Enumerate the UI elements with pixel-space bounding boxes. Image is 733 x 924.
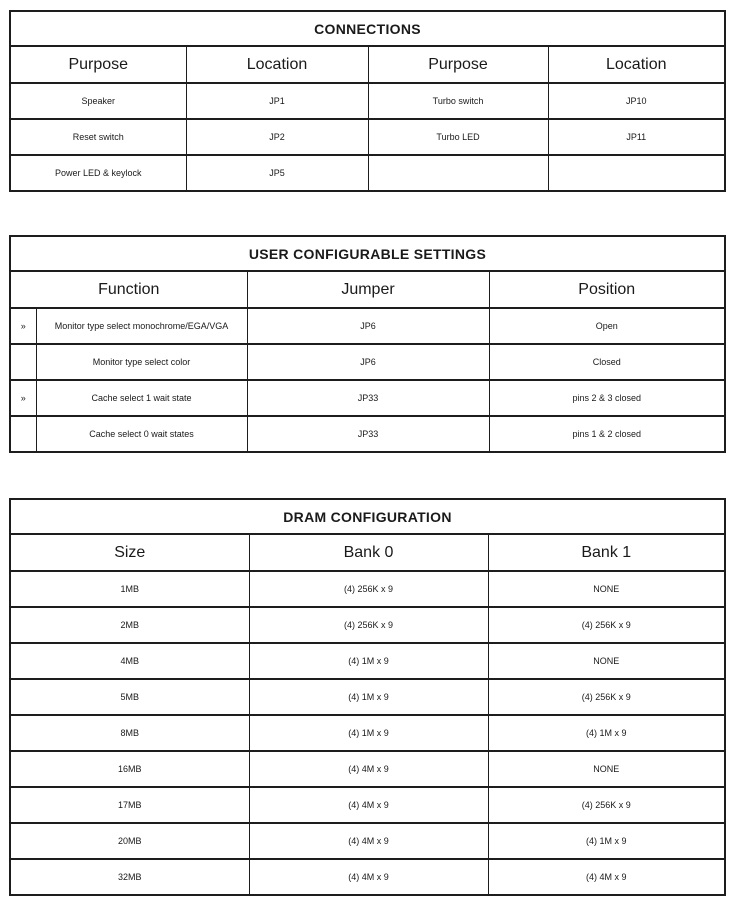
table-cell: (4) 4M x 9 [249, 823, 488, 859]
table-title-row [10, 499, 725, 534]
table-cell: Monitor type select monochrome/EGA/VGA [36, 308, 247, 344]
table-cell [548, 155, 725, 191]
table-cell: (4) 1M x 9 [249, 643, 488, 679]
connections-table [9, 10, 726, 192]
table-cell: NONE [488, 751, 725, 787]
table-cell: (4) 1M x 9 [488, 715, 725, 751]
table-row [10, 571, 725, 607]
table-title-row [10, 236, 725, 271]
column-header-bank0: Bank 0 [249, 534, 488, 571]
table-cell: (4) 256K x 9 [488, 787, 725, 823]
dram-table [9, 498, 726, 896]
table-row [10, 344, 725, 380]
table-cell: NONE [488, 643, 725, 679]
table-cell: 17MB [10, 787, 249, 823]
table-row [10, 155, 725, 191]
table-cell: (4) 256K x 9 [488, 679, 725, 715]
column-header-function: Function [10, 271, 247, 308]
table-cell: (4) 4M x 9 [488, 859, 725, 895]
column-header-location-2: Location [548, 46, 725, 83]
table-cell: Power LED & keylock [10, 155, 186, 191]
table-cell: 4MB [10, 643, 249, 679]
default-marker [10, 416, 36, 452]
table-cell: 20MB [10, 823, 249, 859]
table-row [10, 119, 725, 155]
table-cell: (4) 1M x 9 [249, 715, 488, 751]
default-marker: » [10, 308, 36, 344]
default-marker: » [10, 380, 36, 416]
column-header-purpose-2: Purpose [368, 46, 548, 83]
table-cell: pins 2 & 3 closed [489, 380, 725, 416]
table-cell: JP1 [186, 83, 368, 119]
table-title-row [10, 11, 725, 46]
settings-table [9, 235, 726, 453]
table-row [10, 715, 725, 751]
table-cell: (4) 4M x 9 [249, 859, 488, 895]
table-cell: Turbo switch [368, 83, 548, 119]
table-row [10, 823, 725, 859]
table-row [10, 679, 725, 715]
table-cell: (4) 256K x 9 [488, 607, 725, 643]
table-cell [368, 155, 548, 191]
table-row [10, 83, 725, 119]
table-cell: (4) 4M x 9 [249, 751, 488, 787]
table-row [10, 416, 725, 452]
table-cell: JP11 [548, 119, 725, 155]
table-title: DRAM CONFIGURATION [10, 499, 725, 534]
column-header-position: Position [489, 271, 725, 308]
table-row [10, 643, 725, 679]
table-row [10, 751, 725, 787]
table-cell: (4) 1M x 9 [249, 679, 488, 715]
table-cell: 2MB [10, 607, 249, 643]
column-header-size: Size [10, 534, 249, 571]
table-cell: (4) 1M x 9 [488, 823, 725, 859]
table-cell: JP6 [247, 308, 489, 344]
table-cell: JP10 [548, 83, 725, 119]
table-row [10, 607, 725, 643]
table-cell: (4) 256K x 9 [249, 607, 488, 643]
table-cell: (4) 256K x 9 [249, 571, 488, 607]
table-header-row [10, 534, 725, 571]
table-cell: 1MB [10, 571, 249, 607]
column-header-bank1: Bank 1 [488, 534, 725, 571]
table-cell: JP5 [186, 155, 368, 191]
table-cell: Turbo LED [368, 119, 548, 155]
table-cell: pins 1 & 2 closed [489, 416, 725, 452]
table-header-row [10, 271, 725, 308]
table-title: CONNECTIONS [10, 11, 725, 46]
default-marker [10, 344, 36, 380]
table-header-row [10, 46, 725, 83]
table-cell: Speaker [10, 83, 186, 119]
table-cell: JP33 [247, 416, 489, 452]
table-cell: Cache select 0 wait states [36, 416, 247, 452]
table-row [10, 787, 725, 823]
table-cell: (4) 4M x 9 [249, 787, 488, 823]
table-cell: NONE [488, 571, 725, 607]
table-row [10, 308, 725, 344]
table-cell: Cache select 1 wait state [36, 380, 247, 416]
table-cell: Open [489, 308, 725, 344]
table-cell: JP6 [247, 344, 489, 380]
table-cell: Reset switch [10, 119, 186, 155]
table-cell: Monitor type select color [36, 344, 247, 380]
table-title: USER CONFIGURABLE SETTINGS [10, 236, 725, 271]
table-cell: JP2 [186, 119, 368, 155]
table-cell: 32MB [10, 859, 249, 895]
table-cell: 8MB [10, 715, 249, 751]
column-header-purpose-1: Purpose [10, 46, 186, 83]
table-cell: 16MB [10, 751, 249, 787]
table-cell: JP33 [247, 380, 489, 416]
table-cell: 5MB [10, 679, 249, 715]
table-row [10, 380, 725, 416]
table-cell: Closed [489, 344, 725, 380]
table-row [10, 859, 725, 895]
column-header-jumper: Jumper [247, 271, 489, 308]
column-header-location-1: Location [186, 46, 368, 83]
